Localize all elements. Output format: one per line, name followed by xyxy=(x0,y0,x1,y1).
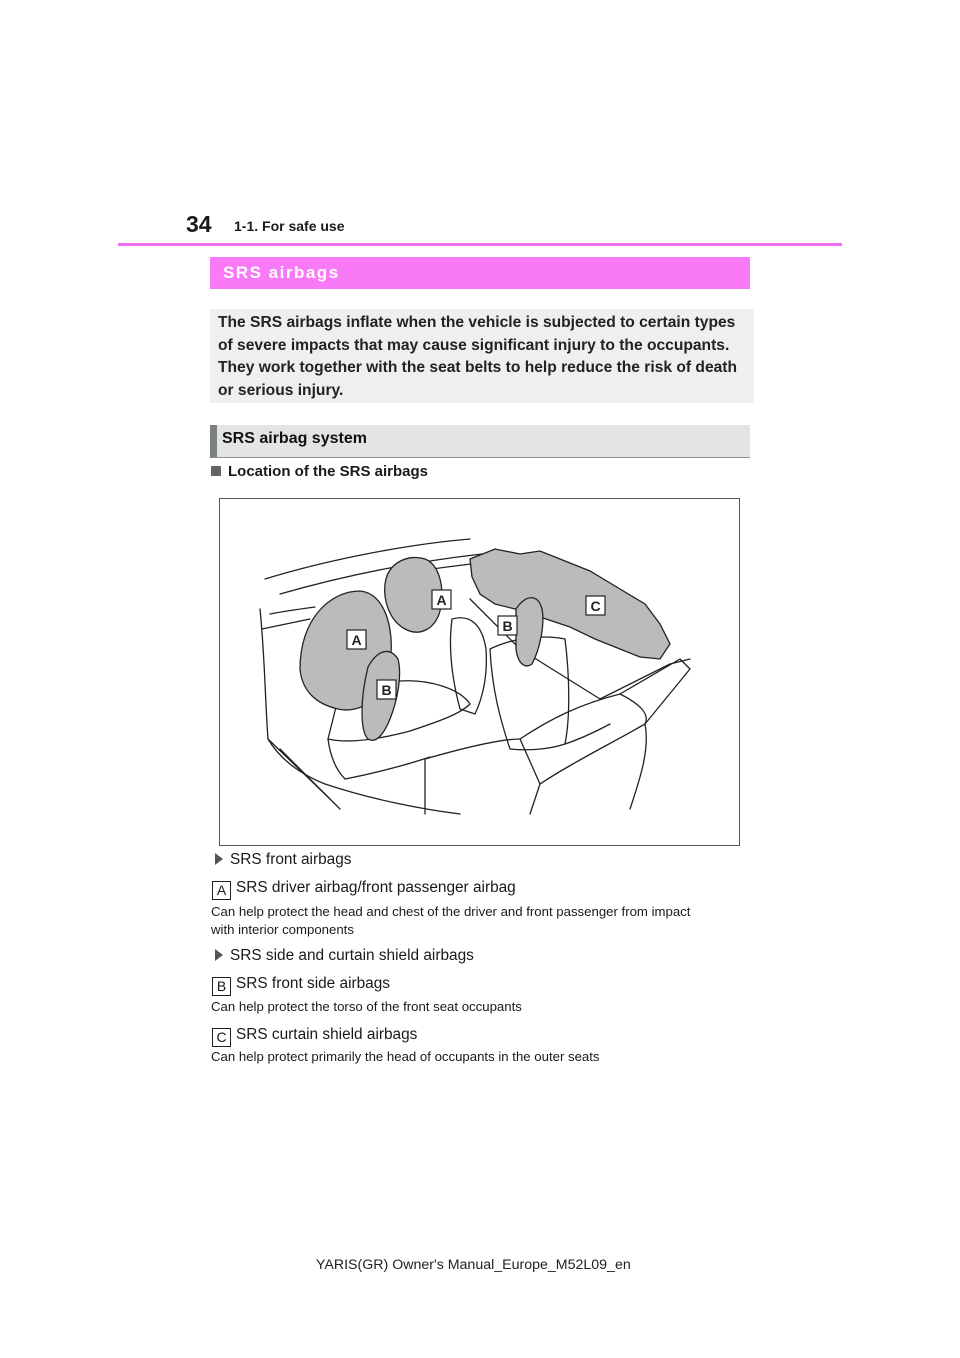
label-C-curtain: C xyxy=(590,598,601,614)
label-B-passenger: B xyxy=(502,618,513,634)
label-A-driver: A xyxy=(351,632,362,648)
footer-manual-id: YARIS(GR) Owner's Manual_Europe_M52L09_en xyxy=(316,1257,631,1273)
page-title: SRS airbags xyxy=(210,257,750,289)
group-heading-front: SRS front airbags xyxy=(215,851,351,869)
item-b xyxy=(212,975,390,996)
airbag-illustration xyxy=(219,498,740,846)
item-b-description: Can help protect the torso of the front seat occupants xyxy=(211,999,522,1014)
subsection-title: SRS airbag system xyxy=(210,425,750,458)
header-rule xyxy=(118,243,842,246)
item-a-description-line-2: with interior components xyxy=(211,922,354,937)
airbag-location-drawing xyxy=(220,499,739,845)
item-a xyxy=(212,879,516,900)
item-c-description: Can help protect primarily the head of occupants in the outer seats xyxy=(211,1049,600,1064)
location-heading-text: Location of the SRS airbags xyxy=(228,463,429,480)
square-bullet-icon xyxy=(211,466,221,476)
item-a-label: SRS driver airbag/front passenger airbag xyxy=(236,879,516,896)
key-c-badge: C xyxy=(212,1028,231,1047)
item-c-label: SRS curtain shield airbags xyxy=(236,1026,418,1043)
group-heading-side-curtain: SRS side and curtain shield airbags xyxy=(215,947,474,965)
section-reference: 1-1. For safe use xyxy=(234,218,345,234)
page-number: 34 xyxy=(186,211,212,237)
triangle-bullet-icon xyxy=(215,853,223,865)
triangle-bullet-icon xyxy=(215,949,223,961)
item-c xyxy=(212,1026,417,1047)
location-heading xyxy=(211,463,428,480)
item-b-label: SRS front side airbags xyxy=(236,975,390,992)
intro-paragraph: The SRS airbags inflate when the vehicle is subjected to certain types of severe impacts that may cause significant injury to the occupants. They work together with the seat belts to help reduce the risk of death or serious injury. xyxy=(210,309,754,403)
key-b-badge: B xyxy=(212,977,231,996)
item-a-description-line-1: Can help protect the head and chest of the driver and front passenger from impact xyxy=(211,904,691,919)
key-a-badge: A xyxy=(212,881,231,900)
label-B-driver: B xyxy=(381,682,392,698)
label-A-passenger: A xyxy=(436,592,447,608)
